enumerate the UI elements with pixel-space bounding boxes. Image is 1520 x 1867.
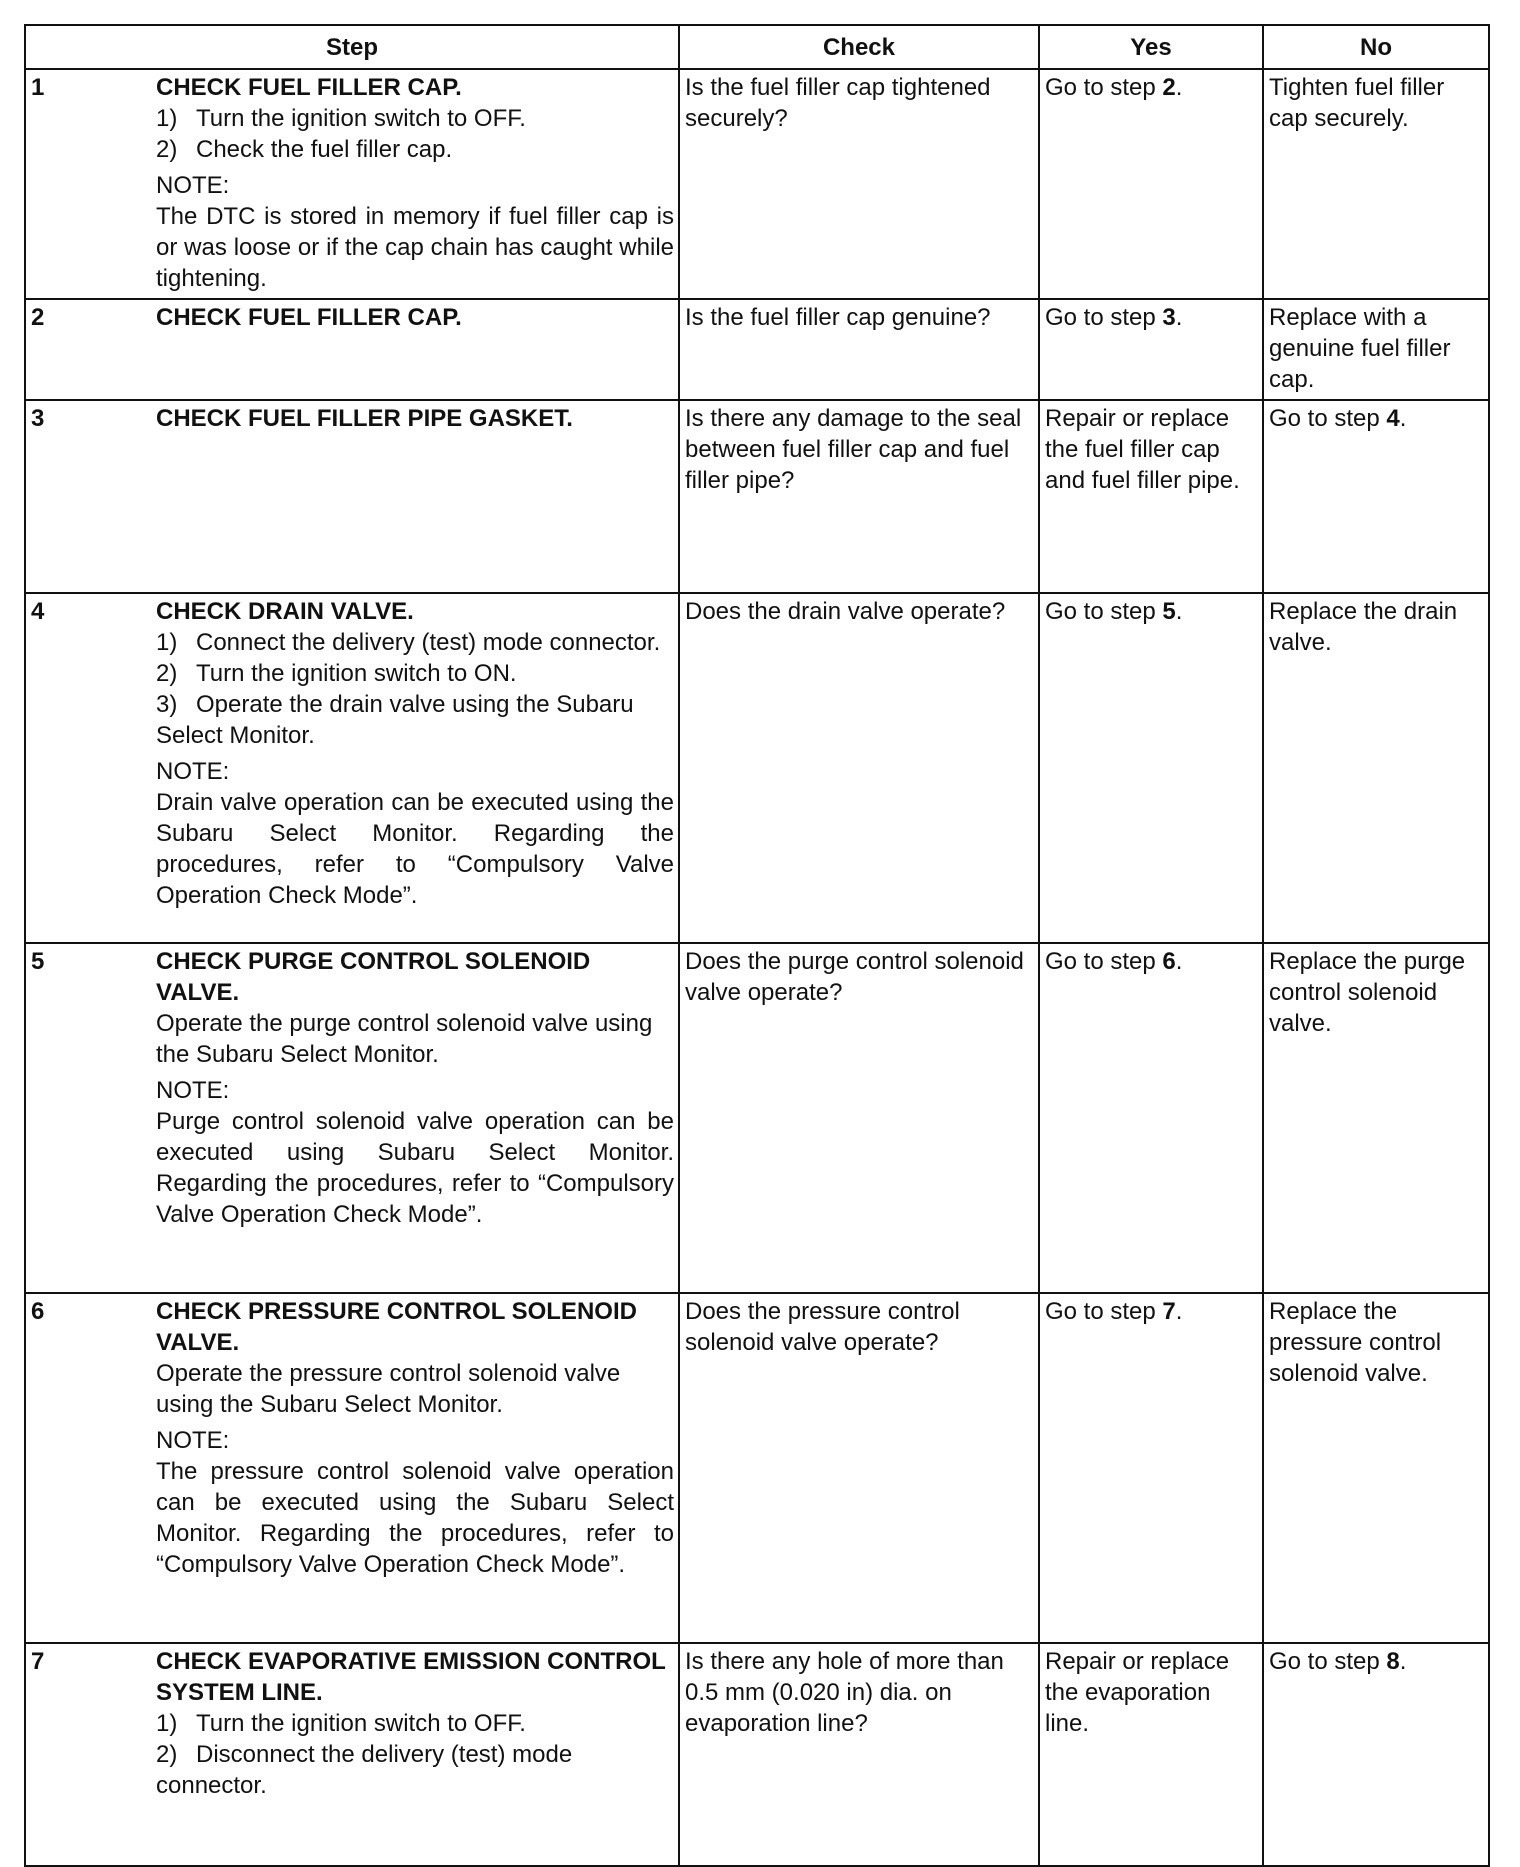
yes-step-number: 6 xyxy=(1162,948,1176,975)
no-cell xyxy=(1263,943,1489,1293)
step-number: 2 xyxy=(31,304,45,331)
no-text: Replace with a genuine fuel filler cap. xyxy=(1269,304,1451,393)
table-row xyxy=(25,299,1489,400)
no-suffix: . xyxy=(1399,1648,1407,1675)
table-row xyxy=(25,943,1489,1293)
note-text: The DTC is stored in memory if fuel filler cap is or was loose or if the cap chain has caught while tightening. xyxy=(156,203,674,292)
check-cell: Does the pressure control solenoid valve operate? xyxy=(679,1293,1039,1643)
step-cell xyxy=(25,943,679,1293)
instruction-text: Turn the ignition switch to ON. xyxy=(196,660,517,687)
no-cell xyxy=(1263,1643,1489,1866)
table-row xyxy=(25,1293,1489,1643)
yes-text: Repair or replace the fuel filler cap and fuel filler pipe. xyxy=(1045,405,1240,494)
table-row xyxy=(25,1643,1489,1866)
check-cell: Is there any damage to the seal between fuel filler cap and fuel filler pipe? xyxy=(679,400,1039,593)
instruction-number: 2) xyxy=(156,1741,178,1768)
no-text: Replace the purge control solenoid valve. xyxy=(1269,948,1466,1037)
step-instruction xyxy=(156,627,674,658)
yes-text: Go to step xyxy=(1045,948,1163,975)
header-no: No xyxy=(1263,25,1489,69)
step-title: CHECK PURGE CONTROL SOLENOID VALVE. xyxy=(156,948,591,1006)
header-yes: Yes xyxy=(1039,25,1263,69)
yes-step-number: 5 xyxy=(1162,598,1176,625)
note-text: The pressure control solenoid valve operation can be executed using the Subaru Select Monitor. Regarding the procedures, refer to “Compulsory Valve Operation Check Mode”. xyxy=(156,1458,674,1578)
no-step-number: 8 xyxy=(1386,1648,1400,1675)
note-label: NOTE: xyxy=(156,1077,230,1104)
step-instruction xyxy=(156,1708,674,1739)
instruction-text: Check the fuel filler cap. xyxy=(196,136,453,163)
step-instruction xyxy=(156,689,674,751)
yes-text: Repair or replace the evaporation line. xyxy=(1045,1648,1230,1737)
yes-step-number: 7 xyxy=(1162,1298,1176,1325)
instruction-text: Turn the ignition switch to OFF. xyxy=(196,105,526,132)
table-row xyxy=(25,69,1489,299)
no-suffix: . xyxy=(1399,405,1407,432)
step-cell xyxy=(25,299,679,400)
instruction-number: 1) xyxy=(156,629,178,656)
step-cell xyxy=(25,1293,679,1643)
no-cell xyxy=(1263,593,1489,943)
note-label: NOTE: xyxy=(156,172,230,199)
check-cell: Is the fuel filler cap genuine? xyxy=(679,299,1039,400)
instruction-number: 2) xyxy=(156,136,178,163)
step-instruction xyxy=(156,1739,674,1801)
no-text: Go to step xyxy=(1269,405,1387,432)
step-title: CHECK FUEL FILLER PIPE GASKET. xyxy=(156,405,573,432)
step-title: CHECK FUEL FILLER CAP. xyxy=(156,304,462,331)
yes-suffix: . xyxy=(1175,304,1183,331)
yes-step-number: 3 xyxy=(1162,304,1176,331)
instruction-text: Disconnect the delivery (test) mode connector. xyxy=(156,1741,573,1799)
no-step-number: 4 xyxy=(1386,405,1400,432)
yes-cell xyxy=(1039,943,1263,1293)
instruction-text: Connect the delivery (test) mode connector. xyxy=(196,629,661,656)
check-cell: Does the purge control solenoid valve operate? xyxy=(679,943,1039,1293)
step-number: 5 xyxy=(31,948,45,975)
no-text: Tighten fuel filler cap securely. xyxy=(1269,74,1445,132)
yes-cell xyxy=(1039,593,1263,943)
step-number: 6 xyxy=(31,1298,45,1325)
note-label: NOTE: xyxy=(156,1427,230,1454)
instruction-number: 1) xyxy=(156,1710,178,1737)
step-cell xyxy=(25,69,679,299)
step-number: 4 xyxy=(31,598,45,625)
table-header-row xyxy=(25,25,1489,69)
no-cell xyxy=(1263,69,1489,299)
note-text: Purge control solenoid valve operation can be executed using Subaru Select Monitor. Regarding the procedures, refer to “Compulsory Valve Operation Check Mode”. xyxy=(156,1108,674,1228)
yes-suffix: . xyxy=(1175,1298,1183,1325)
step-cell xyxy=(25,400,679,593)
table-row xyxy=(25,593,1489,943)
step-number: 1 xyxy=(31,74,45,101)
step-instruction xyxy=(156,134,674,165)
check-cell: Is there any hole of more than 0.5 mm (0.020 in) dia. on evaporation line? xyxy=(679,1643,1039,1866)
step-title: CHECK EVAPORATIVE EMISSION CONTROL SYSTEM LINE. xyxy=(156,1648,666,1706)
header-check: Check xyxy=(679,25,1039,69)
no-cell xyxy=(1263,1293,1489,1643)
step-cell xyxy=(25,593,679,943)
yes-text: Go to step xyxy=(1045,598,1163,625)
no-cell xyxy=(1263,400,1489,593)
yes-suffix: . xyxy=(1175,74,1183,101)
yes-suffix: . xyxy=(1175,598,1183,625)
step-instruction xyxy=(156,658,674,689)
yes-text: Go to step xyxy=(1045,74,1163,101)
step-number: 7 xyxy=(31,1648,45,1675)
yes-cell xyxy=(1039,1643,1263,1866)
step-instruction: Operate the pressure control solenoid valve using the Subaru Select Monitor. xyxy=(156,1360,621,1418)
troubleshooting-table xyxy=(24,24,1490,1867)
yes-cell xyxy=(1039,69,1263,299)
diagnostic-procedure-table xyxy=(24,24,1488,1867)
header-step: Step xyxy=(25,25,679,69)
no-text: Go to step xyxy=(1269,1648,1387,1675)
step-instruction xyxy=(156,103,674,134)
instruction-number: 1) xyxy=(156,105,178,132)
step-title: CHECK PRESSURE CONTROL SOLENOID VALVE. xyxy=(156,1298,637,1356)
step-instruction: Operate the purge control solenoid valve using the Subaru Select Monitor. xyxy=(156,1010,653,1068)
yes-suffix: . xyxy=(1175,948,1183,975)
check-cell: Is the fuel filler cap tightened securely? xyxy=(679,69,1039,299)
instruction-number: 2) xyxy=(156,660,178,687)
table-row xyxy=(25,400,1489,593)
note-text: Drain valve operation can be executed using the Subaru Select Monitor. Regarding the procedures, refer to “Compulsory Valve Operation Check Mode”. xyxy=(156,789,674,909)
check-cell: Does the drain valve operate? xyxy=(679,593,1039,943)
step-title: CHECK DRAIN VALVE. xyxy=(156,598,414,625)
yes-cell xyxy=(1039,400,1263,593)
step-number: 3 xyxy=(31,405,45,432)
note-label: NOTE: xyxy=(156,758,230,785)
instruction-text: Turn the ignition switch to OFF. xyxy=(196,1710,526,1737)
step-title: CHECK FUEL FILLER CAP. xyxy=(156,74,462,101)
no-text: Replace the drain valve. xyxy=(1269,598,1458,656)
step-cell xyxy=(25,1643,679,1866)
instruction-text: Operate the drain valve using the Subaru Select Monitor. xyxy=(156,691,634,749)
yes-step-number: 2 xyxy=(1162,74,1176,101)
yes-text: Go to step xyxy=(1045,304,1163,331)
no-cell xyxy=(1263,299,1489,400)
no-text: Replace the pressure control solenoid valve. xyxy=(1269,1298,1442,1387)
yes-cell xyxy=(1039,1293,1263,1643)
yes-cell xyxy=(1039,299,1263,400)
instruction-number: 3) xyxy=(156,691,178,718)
yes-text: Go to step xyxy=(1045,1298,1163,1325)
